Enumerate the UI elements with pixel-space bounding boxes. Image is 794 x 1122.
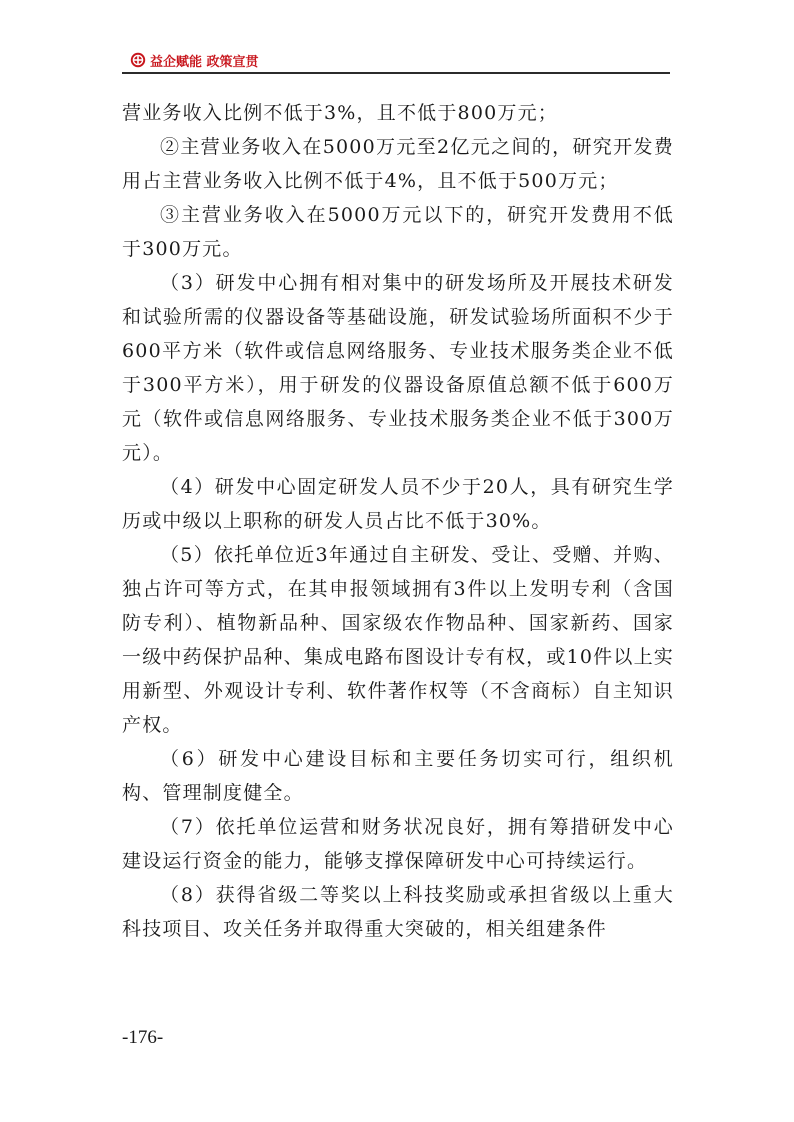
paragraph-condition-7: （7）依托单位运营和财务状况良好，拥有筹措研发中心建设运行资金的能力，能够支撑保障研发中心可持续运行。 <box>122 816 674 872</box>
paragraph-condition-4: （4）研发中心固定研发人员不少于20人，具有研究生学历或中级以上职称的研发人员占比不低于30%。 <box>122 476 674 532</box>
page-number: -176- <box>122 1027 164 1048</box>
document-body <box>122 96 674 946</box>
paragraph-continuation: 营业务收入比例不低于3%，且不低于800万元； <box>122 102 559 124</box>
paragraph-condition-8: （8）获得省级二等奖以上科技奖励或承担省级以上重大科技项目、攻关任务并取得重大突破的，相关组建条件 <box>122 884 674 940</box>
paragraph-condition-3: （3）研发中心拥有相对集中的研发场所及开展技术研发和试验所需的仪器设备等基础设施，研发试验场所面积不少于600平方米（软件或信息网络服务、专业技术服务类企业不低于300平方米），用于研发的仪器设备原值总额不低于600万元（软件或信息网络服务、专业技术服务类企业不低于300万元）。 <box>122 272 674 464</box>
brand-slogan: 益企赋能 政策宣贯 <box>150 55 259 70</box>
paragraph-item-2: ②主营业务收入在5000万元至2亿元之间的，研究开发费用占主营业务收入比例不低于4%，且不低于500万元； <box>122 136 674 192</box>
header-divider <box>122 72 670 74</box>
page-header <box>122 50 670 72</box>
paragraph-item-3: ③主营业务收入在5000万元以下的，研究开发费用不低于300万元。 <box>122 204 674 260</box>
paragraph-condition-6: （6）研发中心建设目标和主要任务切实可行，组织机构、管理制度健全。 <box>122 748 674 804</box>
paragraph-condition-5: （5）依托单位近3年通过自主研发、受让、受赠、并购、独占许可等方式，在其申报领域拥有3件以上发明专利（含国防专利）、植物新品种、国家级农作物品种、国家新药、国家一级中药保护品种、集成电路布图设计专有权，或10件以上实用新型、外观设计专利、软件著作权等（不含商标）自主知识产权。 <box>122 544 674 736</box>
red-circle-emblem-icon <box>130 52 146 68</box>
